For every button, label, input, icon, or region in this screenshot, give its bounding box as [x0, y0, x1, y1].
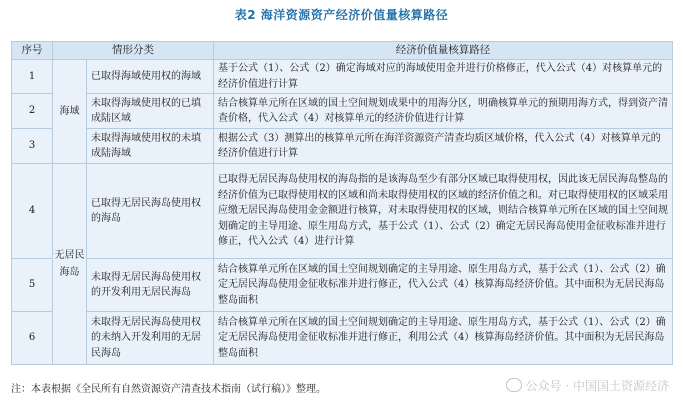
situation-cell: 未取得海域使用权的已填成陆区域 [87, 94, 214, 129]
situation-cell: 已取得海域使用权的海域 [87, 60, 214, 94]
row-number: 2 [12, 94, 53, 129]
table-row [12, 164, 673, 259]
wechat-icon [506, 378, 522, 392]
row-number: 3 [12, 129, 53, 164]
path-cell: 结合核算单元所在区域的国土空间规划确定的主导用途、原生用岛方式，基于公式（1）、公式（2）确定无居民海岛使用金征收标准并进行修正，利用公式（4）核算海岛经济价值。其中面积为无居民海岛整岛面积 [214, 312, 673, 365]
path-cell: 基于公式（1）、公式（2）确定海域对应的海域使用金并进行价格修正，代入公式（4）对核算单元的经济价值进行计算 [214, 60, 673, 94]
path-cell: 结合核算单元所在区域的国土空间规划成果中的用海分区，明确核算单元的预期用海方式，得到资产清查价格，代入公式（4）对核算单元的经济价值进行计算 [214, 94, 673, 129]
path-cell: 已取得无居民海岛使用权的海岛指的是该海岛至少有部分区域已取得使用权，因此该无居民海岛整岛的经济价值为已取得使用权的区域和尚未取得使用权的区域的经济价值之和。对已取得使用权的区域采用应缴无居民海岛使用金金额进行核算，对未取得使用权的区域，则结合核算单元所在区域的国土空间规划确定的主导用途、原生用岛方式，基于公式（1）、公式（2）确定无居民海岛使用金征收标准并进行修正，代入公式（4）进行计算 [214, 164, 673, 259]
row-number: 5 [12, 259, 53, 312]
situation-cell: 未取得无居民海岛使用权的开发利用无居民海岛 [87, 259, 214, 312]
situation-cell: 未取得无居民海岛使用权的未纳入开发利用的无居民海岛 [87, 312, 214, 365]
category-sea-area: 海域 [53, 60, 87, 164]
situation-cell: 已取得无居民海岛使用权的海岛 [87, 164, 214, 259]
row-number: 4 [12, 164, 53, 259]
table-note: 注：本表根据《全民所有自然资源资产清查技术指南（试行稿）》整理。 [11, 384, 326, 395]
situation-cell: 未取得海域使用权的未填成陆海域 [87, 129, 214, 164]
valuation-table [11, 41, 673, 365]
path-cell: 结合核算单元所在区域的国土空间规划确定的主导用途、原生用岛方式，基于公式（1）、公式（2）确定无居民海岛使用金征收标准并进行修正，代入公式（4）核算海岛经济价值。其中面积为无居民海岛整岛面积 [214, 259, 673, 312]
table-row [12, 94, 673, 129]
header-valuation-path: 经济价值量核算路径 [214, 42, 673, 60]
path-cell: 根据公式（3）测算出的核算单元所在海洋资源资产清查均质区域价格，代入公式（4）对核算单元的经济价值进行计算 [214, 129, 673, 164]
table-row [12, 60, 673, 94]
watermark [506, 377, 669, 394]
watermark-text: 公众号 · 中国国土资源经济 [525, 379, 669, 393]
table-row [12, 259, 673, 312]
table-title: 表2 海洋资源资产经济价值量核算路径 [234, 8, 449, 22]
table-header-row [12, 42, 673, 60]
table-row [12, 129, 673, 164]
header-situation: 情形分类 [53, 42, 214, 60]
row-number: 1 [12, 60, 53, 94]
table-row [12, 312, 673, 365]
header-serial: 序号 [12, 42, 53, 60]
category-island: 无居民海岛 [53, 164, 87, 365]
row-number: 6 [12, 312, 53, 365]
